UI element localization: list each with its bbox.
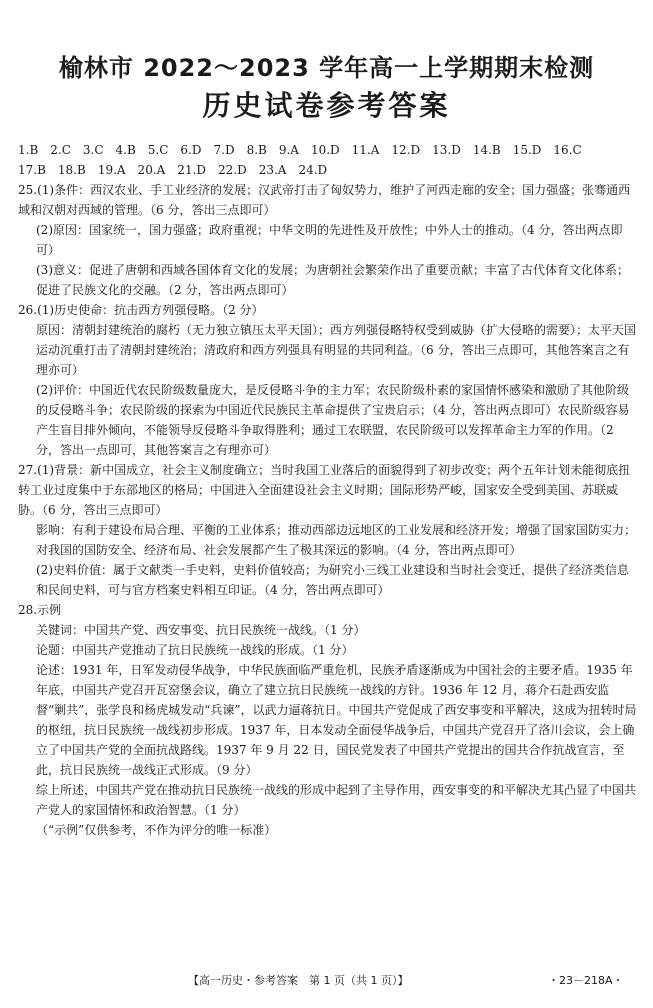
answers-row-1: 1.B 2.C 3.C 4.B 5.C 6.D 7.D 8.B 9.A 10.D 11.A 12.D 13.D 14.B 15.D 16.C — [18, 143, 582, 157]
footer-page-info: 【高一历史・参考答案 第 1 页（共 1 页）】 — [188, 974, 409, 987]
q28-heading: 28.示例 — [18, 603, 62, 617]
essay-answers — [18, 180, 638, 840]
q25-part2: (2)原因：国家统一，国力强盛；政府重视；中华文明的先进性及开放性；中外人士的推动。（4 分，答出两点即可） — [36, 223, 623, 257]
q28-note: （“示例”仅供参考，不作为评分的唯一标准） — [36, 823, 277, 837]
document-subtitle: 历史试卷参考答案 — [202, 89, 451, 122]
q28-thesis: 论题：中国共产党推动了抗日民族统一战线的形成。（1 分） — [36, 643, 354, 657]
answers-row-2: 17.B 18.B 19.A 20.A 21.D 22.D 23.A 24.D — [18, 163, 328, 177]
q27-impact: 影响：有利于建设布局合理、平衡的工业体系；推动西部边远地区的工业发展和经济开发；增强了国家国防实力；对我国的国防安全、经济布局、社会发展都产生了极其深远的影响。（4 分，答出两点即可） — [36, 523, 637, 557]
q26-reason: 原因：清朝封建统治的腐朽（无力独立镇压太平天国）；西方列强侵略特权受到威胁（扩大侵略的需要）；太平天国运动沉重打击了清朝封建统治；清政府和西方列强具有明显的共同利益。（6 分，答出三点即可，其他答案言之有理亦可） — [36, 323, 637, 377]
q25-part1: 25.(1)条件：西汉农业、手工业经济的发展；汉武帝打击了匈奴势力，维护了河西走廊的安全；国力强盛；张骞通西域和汉朝对西域的管理。（6 分，答出三点即可） — [18, 183, 631, 217]
q26-part1: 26.(1)历史使命：抗击西方列强侵略。（2 分） — [18, 303, 264, 317]
q28-argument: 论述：1931 年，日军发动侵华战争，中华民族面临严重危机，民族矛盾逐渐成为中国社会的主要矛盾。1935 年年底，中国共产党召开瓦窑堡会议，确立了建立抗日民族统一战线的方针。1936 年 12 月，蒋介石赴西安监督“剿共”，张学良和杨虎城发动“兵谏”，以武力逼蒋抗日。中国共产党促成了西安事变和平解决，这成为扭转时局的枢纽，抗日民族统一战线初步形成。1937 年，日本发动全面侵华战争后，中国共产党召开了洛川会议，会上确立了中国共产党的全面抗战路线。1937 年 9 月 22 日，国民党发表了中国共产党提出的国共合作抗战宣言，至此，抗日民族统一战线正式形成。（9 分） — [36, 663, 637, 777]
q25-part3: (3)意义：促进了唐朝和西域各国体育文化的发展；为唐朝社会繁荣作出了重要贡献；丰富了古代体育文化体系；促进了民族文化的交融。（2 分，答出两点即可） — [36, 263, 630, 297]
q28-keywords: 关键词：中国共产党、西安事变、抗日民族统一战线。（1 分） — [36, 623, 366, 637]
q28-conclusion: 综上所述，中国共产党在推动抗日民族统一战线的形成中起到了主导作用，西安事变的和平解决尤其凸显了中国共产党人的家国情怀和政治智慧。（1 分） — [36, 783, 637, 817]
multiple-choice-answers — [18, 140, 643, 180]
footer-code: ・23－218A・ — [548, 974, 624, 987]
q26-part2: (2)评价：中国近代农民阶级数量庞大，是反侵略斗争的主力军；农民阶级朴素的家国情怀感染和激励了其他阶级的反侵略斗争；农民阶级的探索为中国近代民族民主革命提供了宝贵启示；（4 分，答出两点即可）农民阶级容易产生盲目排外倾向，不能领导反侵略斗争取得胜利；通过工农联盟，农民阶级可以发挥革命主力军的作用。（2 分，答出一点即可，其他答案言之有理亦可） — [36, 383, 630, 457]
q27-part1: 27.(1)背景：新中国成立，社会主义制度确立；当时我国工业落后的面貌得到了初步改变；两个五年计划未能彻底扭转工业过度集中于东部地区的格局；中国进入全面建设社会主义时期；国际形势严峻，国家安全受到美国、苏联威胁。（6 分，答出三点即可） — [18, 463, 631, 517]
document-title: 榆林市 2022～2023 学年高一上学期期末检测 — [58, 54, 595, 82]
q27-part2: (2)史料价值：属于文献类一手史料，史料价值较高；为研究小三线工业建设和当时社会变迁，提供了经济类信息和民间史料，可与官方档案史料相互印证。（4 分，答出两点即可） — [36, 563, 630, 597]
